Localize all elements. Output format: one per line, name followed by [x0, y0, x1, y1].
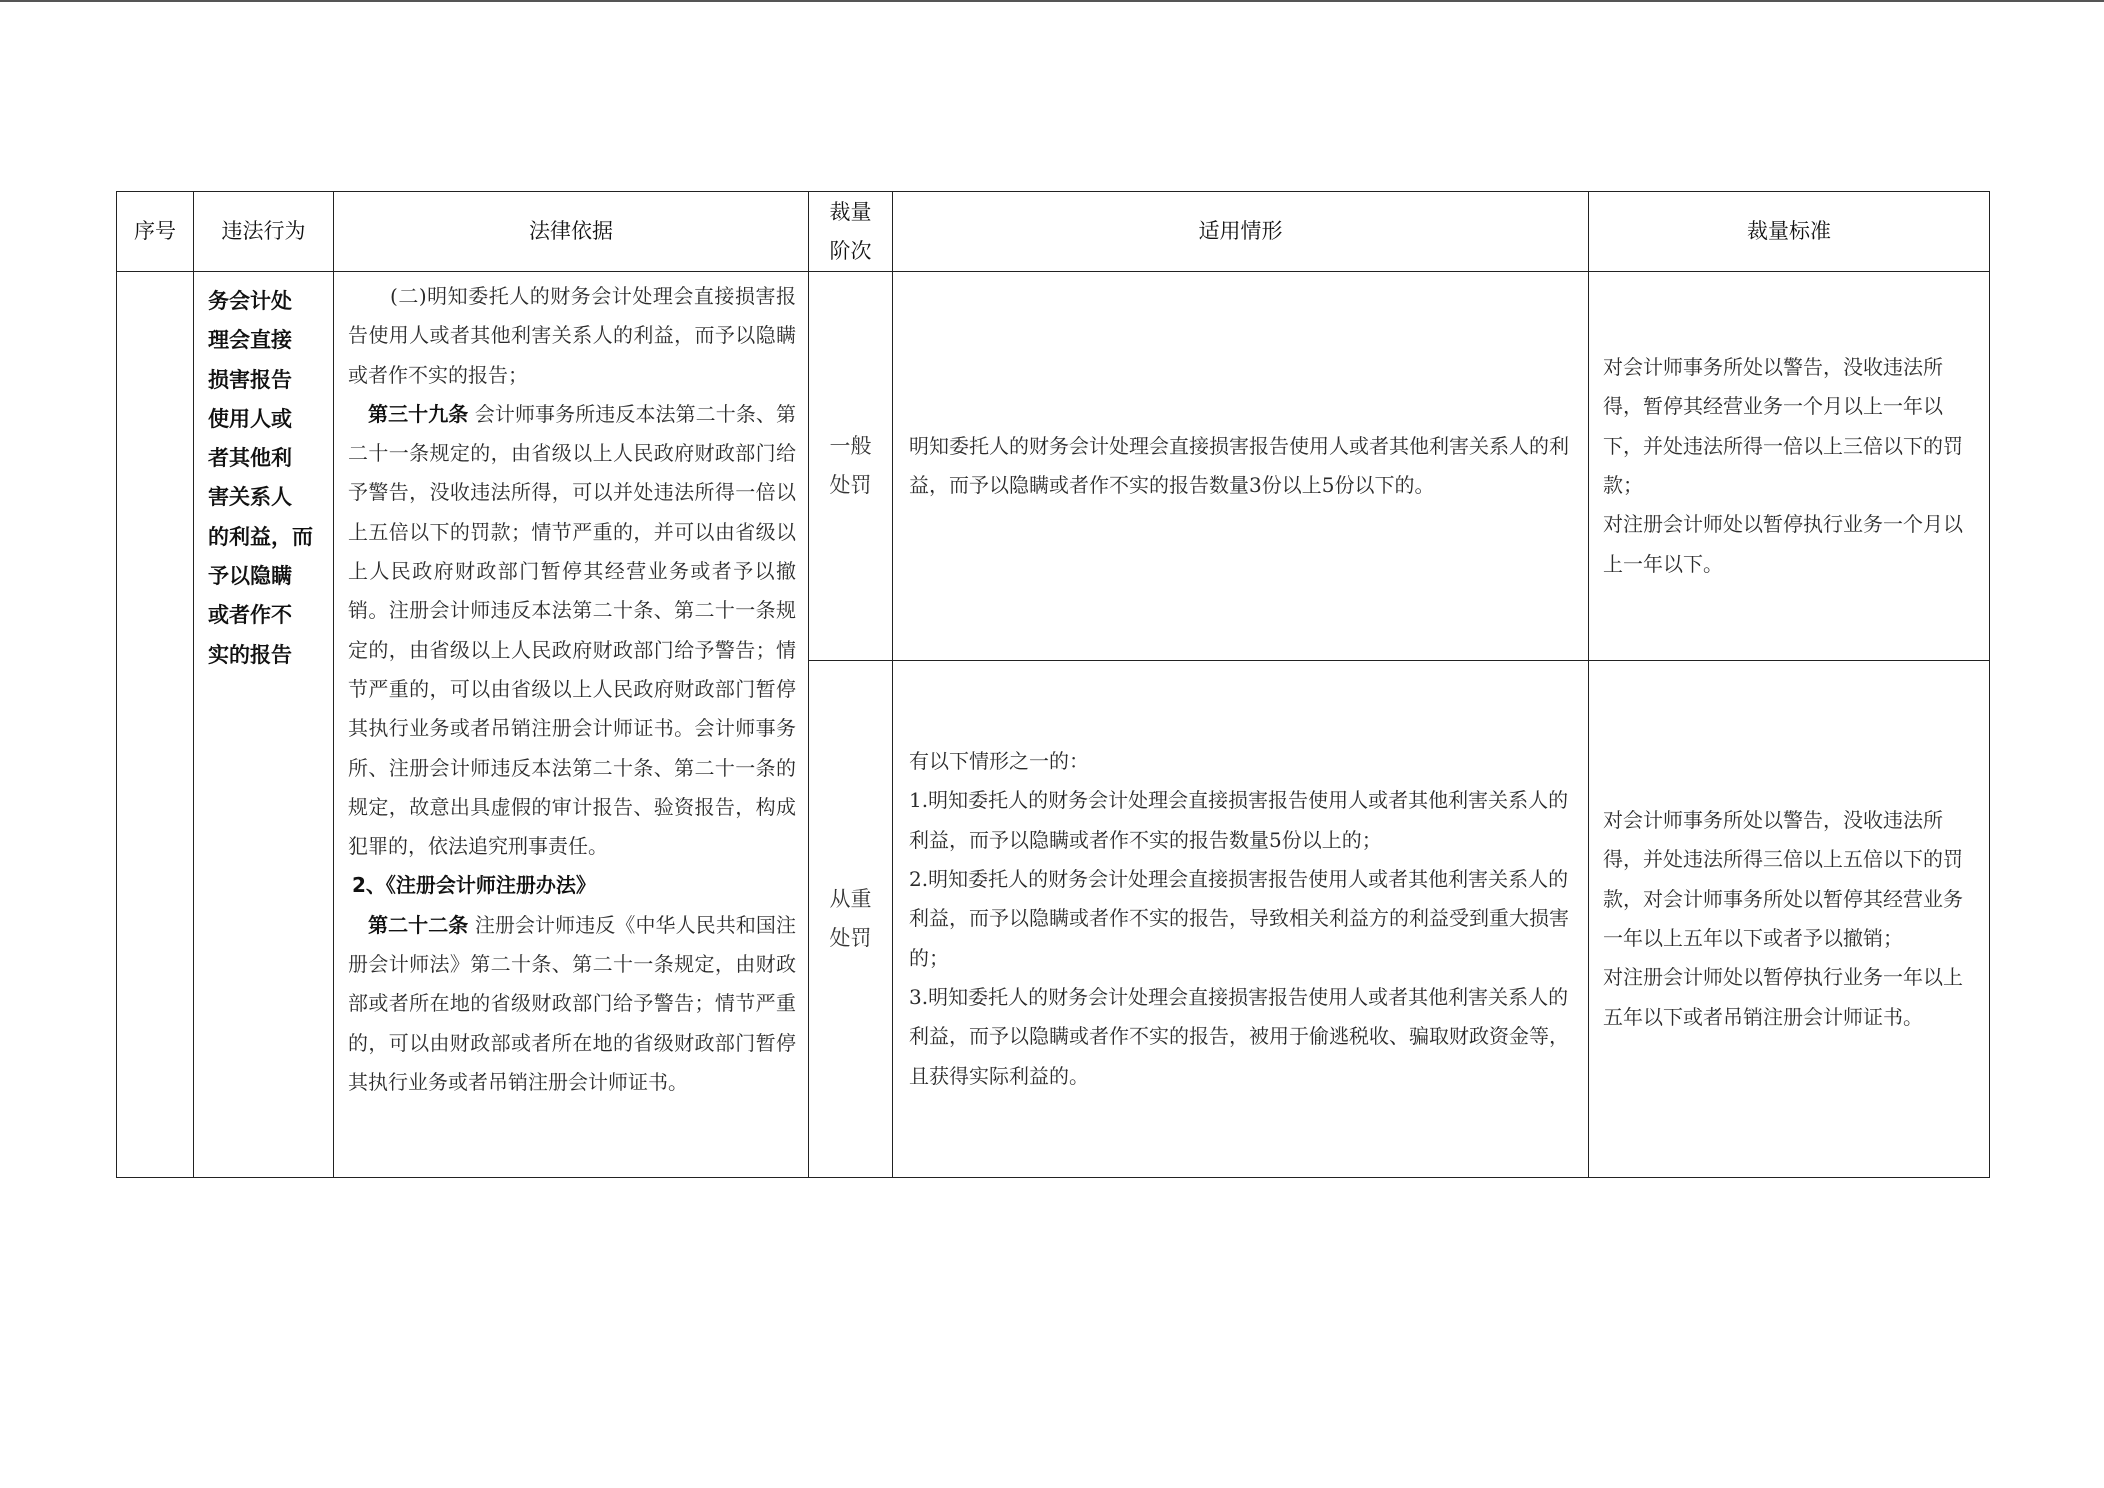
behavior-line: 务会计处: [208, 289, 292, 313]
behavior-line: 损害报告: [208, 367, 292, 392]
article-39-label: 第三十九条: [368, 401, 469, 426]
header-level-line2: 阶次: [829, 238, 872, 263]
situation-general-text: 明知委托人的财务会计处理会直接损害报告使用人或者其他利害关系人的利益，而予以隐瞒或者作不实的报告数量3份以上5份以下的。: [909, 433, 1569, 497]
level-general-line1: 一般: [829, 434, 872, 458]
behavior-cell: [194, 272, 334, 1178]
behavior-line: 害关系人: [208, 485, 292, 510]
legal-basis-cell: [334, 272, 809, 1178]
standard-heavy-cpa: 对注册会计师处以暂停执行业务一年以上五年以下或者吊销注册会计师证书。: [1603, 965, 1963, 1029]
standard-heavy: [1589, 661, 1990, 1178]
level-heavy-line2: 处罚: [829, 926, 872, 950]
header-standard: 裁量标准: [1589, 192, 1990, 272]
seq-cell: [117, 272, 194, 1178]
header-behavior: 违法行为: [194, 192, 334, 272]
behavior-line: 理会直接: [208, 328, 292, 353]
basis-heading-registration-rules: 2、《注册会计师注册办法》: [352, 873, 596, 898]
behavior-line: 或者作不: [208, 603, 292, 628]
situation-general: [893, 272, 1589, 661]
situation-heavy-item-2: 2.明知委托人的财务会计处理会直接损害报告使用人或者其他利害关系人的利益，而予以隐瞒或者作不实的报告，导致相关利益方的利益受到重大损害的；: [909, 867, 1569, 970]
standard-general-firm: 对会计师事务所处以警告，没收违法所得，暂停其经营业务一个月以上一年以下，并处违法所得一倍以上三倍以下的罚款；: [1603, 355, 1963, 497]
basis-paragraph-2: [348, 395, 796, 867]
situation-heavy-item-1: 1.明知委托人的财务会计处理会直接损害报告使用人或者其他利害关系人的利益，而予以隐瞒或者作不实的报告数量5份以上的；: [909, 788, 1569, 852]
standard-heavy-firm: 对会计师事务所处以警告，没收违法所得，并处违法所得三倍以上五倍以下的罚款，对会计师事务所处以暂停其经营业务一年以上五年以下或者予以撤销；: [1603, 808, 1963, 950]
header-seq: 序号: [117, 192, 194, 272]
standard-general: [1589, 272, 1990, 661]
header-level: [809, 192, 893, 272]
level-heavy-line1: 从重: [829, 887, 872, 911]
discretion-standard-table: [116, 191, 1990, 1178]
table-row-general: [117, 272, 1990, 661]
table-header-row: [117, 192, 1990, 272]
level-heavy: [809, 661, 893, 1178]
situation-heavy: [893, 661, 1589, 1178]
situation-heavy-item-3: 3.明知委托人的财务会计处理会直接损害报告使用人或者其他利害关系人的利益，而予以隐瞒或者作不实的报告，被用于偷逃税收、骗取财政资金等，且获得实际利益的。: [909, 984, 1569, 1088]
behavior-line: 实的报告: [208, 642, 292, 667]
behavior-line: 的利益，而: [208, 524, 313, 549]
article-39-text: 会计师事务所违反本法第二十条、第二十一条规定的，由省级以上人民政府财政部门给予警告，没收违法所得，可以并处违法所得一倍以上五倍以下的罚款；情节严重的，并可以由省级以上人民政府财政部门暂停其经营业务或者予以撤销。注册会计师违反本法第二十条、第二十一条规定的，由省级以上人民政府财政部门给予警告；情节严重的，可以由省级以上人民政府财政部门暂停其执行业务或者吊销注册会计师证书。会计师事务所、注册会计师违反本法第二十条、第二十一条的规定，故意出具虚假的审计报告、验资报告，构成犯罪的，依法追究刑事责任。: [348, 401, 796, 859]
basis-paragraph-1: (二)明知委托人的财务会计处理会直接损害报告使用人或者其他利害关系人的利益，而予以隐瞒或者作不实的报告；: [348, 284, 796, 387]
page-top-border: [0, 0, 2104, 2]
level-general: [809, 272, 893, 661]
situation-heavy-intro: 有以下情形之一的：: [909, 749, 1089, 774]
basis-paragraph-3: [348, 906, 796, 1102]
standard-general-cpa: 对注册会计师处以暂停执行业务一个月以上一年以下。: [1603, 512, 1963, 576]
header-legal-basis: 法律依据: [334, 192, 809, 272]
article-22-label: 第二十二条: [368, 912, 469, 937]
header-level-line1: 裁量: [829, 199, 872, 224]
level-general-line2: 处罚: [829, 473, 872, 497]
behavior-line: 使用人或: [208, 406, 292, 431]
behavior-line: 予以隐瞒: [208, 564, 292, 589]
behavior-line: 者其他利: [208, 446, 292, 471]
article-22-text: 注册会计师违反《中华人民共和国注册会计师法》第二十条、第二十一条规定，由财政部或者所在地的省级财政部门给予警告；情节严重的，可以由财政部或者所在地的省级财政部门暂停其执行业务或者吊销注册会计师证书。: [348, 912, 796, 1094]
header-situation: 适用情形: [893, 192, 1589, 272]
